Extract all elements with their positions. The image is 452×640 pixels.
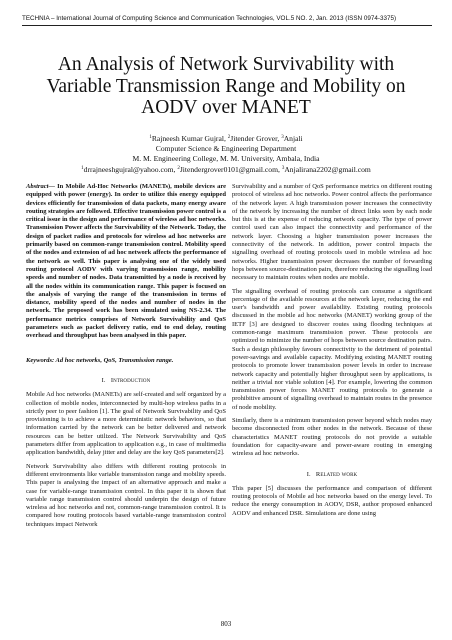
author-block [40,133,412,175]
email-marker: 2 [177,166,180,171]
keywords-label: Keywords: [26,356,55,364]
abstract-label: Abstract [26,183,49,190]
right-column [232,183,432,523]
author-marker: 2 [227,135,231,140]
author-email: Anjalirana2202@gmail.com [284,165,371,174]
author-name: Anjali [283,134,303,143]
author-marker: 1 [149,135,152,140]
email-marker: 3 [281,166,285,171]
author-emails [40,164,412,175]
body-paragraph: Survivability and a number of QoS performance metrics on different routing protocol of wireless ad hoc networks. Power control affects the performance of the network layer. A high transmission power increases the connectivity of the network by increasing the number of direct links seen by each node but this is at the expense of reducing network capacity. The type of power control used can also impact the connectivity and performance of the network layer. Choosing a higher transmission power increases the connectivity of the network. In addition, power control impacts the signalling overhead of routing protocols used in mobile wireless ad hoc networks. Higher transmission power decreases the number of forwarding hops between source-destination pairs, therefore reducing the signalling load necessary to maintain routes when nodes are mobile. [232,183,432,282]
body-paragraph: This paper [5] discusses the performance and comparison of different routing protocols of Mobile ad hoc networks based on the energy level. To reduce the energy consumption in AODV, DSR, author proposed enhanced AODV and enhanced DSR. Simulations are done using [232,484,432,517]
section-number: I. [101,376,106,384]
author-name: Jitender Grover, [230,134,282,143]
author-names [40,133,412,144]
keywords-text: Ad hoc networks, QoS, Transmission range. [54,356,174,364]
email-marker: 1 [81,166,84,171]
section-title: Related work [315,470,358,478]
author-email: Jitendergrover0101@gmail.com, [179,165,282,174]
section-heading-related-work [232,471,432,479]
abstract [26,183,226,341]
author-marker: 3 [281,135,284,140]
author-email: drrajneeshgujral@yahoo.com, [83,165,178,174]
section-heading-introduction [26,377,226,385]
page-number: 803 [220,620,232,628]
body-paragraph: Network Survivability also differs with different routing protocols in different environments like variable transmission range and mobility speeds. This paper is analysing the impact of an alternative approach and make a case for variable-range transmission control. In this paper it is shown that variable range transmission control should underpin the design of future wireless ad hoc networks and not, common-range transmission control. It is compared how routing protocols based variable-range transmission control techniques impact Network [26,462,226,528]
header-rule [22,25,432,26]
left-column [26,183,226,534]
abstract-text: — In Mobile Ad-Hoc Networks (MANETs), mobile devices are equipped with power (energy). In order to utilize this energy equipped devices efficiently for transmission of data packets, many energy aware routing strategies are followed. Effective transmission power control is a critical issue in the design and performance of wireless ad hoc networks. Transmission Power affects the Survivability of the Network. Today, the design of packet radios and protocols for wireless ad hoc networks are primarily based on common-range transmission control. Mobility speed of the nodes and extension of ad hoc network affects the performance of the network as well. This paper is analysing one of the widely used routing protocol AODV with varying transmission range, mobility speeds and number of nodes. Data transmitted by a node is received by all the nodes within its communication range. This paper is focused on the analysis of varying the range of the transmission in terms of distance, mobility speed of the nodes and number of nodes in the network. The proposed work has been simulated using NS-2.34. The performance metrics comprises of Network Survivability and QoS parameters such as packet delivery ratio, end to end delay, routing overhead and throughput has been analysed in this paper. [26,183,226,340]
body-paragraph: Similarly, there is a minimum transmission power beyond which nodes may become disconnected from other nodes in the network. Because of these characteristics MANET routing protocols do not provide a suitable foundation for capacity-aware and power-aware routing in emerging wireless ad hoc networks. [232,417,432,458]
author-department: Computer Science & Engineering Department [155,144,297,153]
body-paragraph: The signalling overhead of routing protocols can consume a significant percentage of the available resources at the network layer, reducing the end user's bandwidth and power availability. Existing routing protocols discussed in the mobile ad hoc networks (MANET) working group of the IETF [3] are designed to discover routes using flooding techniques at common-range maximum transmission power. These protocols are optimized to minimize the number of hops between source destination pairs. Such a design philosophy favours connectivity to the detriment of potential power-savings and available capacity. Modifying existing MANET routing protocols to promote lower transmission power levels in order to increase network capacity and potentially higher throughput seen by applications, is neither a trivial nor viable solution [4]. For example, lowering the common transmission power forces MANET routing protocols to generate a prohibitive amount of signalling overhead to maintain routes in the presence of node mobility. [232,287,432,411]
section-number: I. [306,470,311,478]
author-name: Rajneesh Kumar Gujral, [151,134,228,143]
body-paragraph: Mobile Ad hoc networks (MANETs) are self-created and self organized by a collection of mobile nodes, interconnected by multi-hop wireless paths in a strictly peer to peer fashion [1]. The goal of Network Survivability and QoS provisioning is to achieve a more deterministic network behaviors, so that information carried by the network can be better delivered and network resources can be better utilized. The Network Survivability and QoS parameters differ from application to application e.g., in case of multimedia application bandwidth, delay jitter and delay are the key QoS parameters[2]. [26,391,226,457]
keywords [26,357,226,365]
paper-title: An Analysis of Network Survivability with Variable Transmission Range and Mobility on AODV over MANET [46,54,406,118]
section-title: Introduction [110,376,151,384]
running-head: TECHNIA – International Journal of Computing Science and Communication Technologies, VOL.5 NO. 2, Jan. 2013 (ISSN 0974-3375) [22,15,397,22]
author-institution: M. M. Engineering College, M. M. University, Ambala, India [132,154,320,163]
